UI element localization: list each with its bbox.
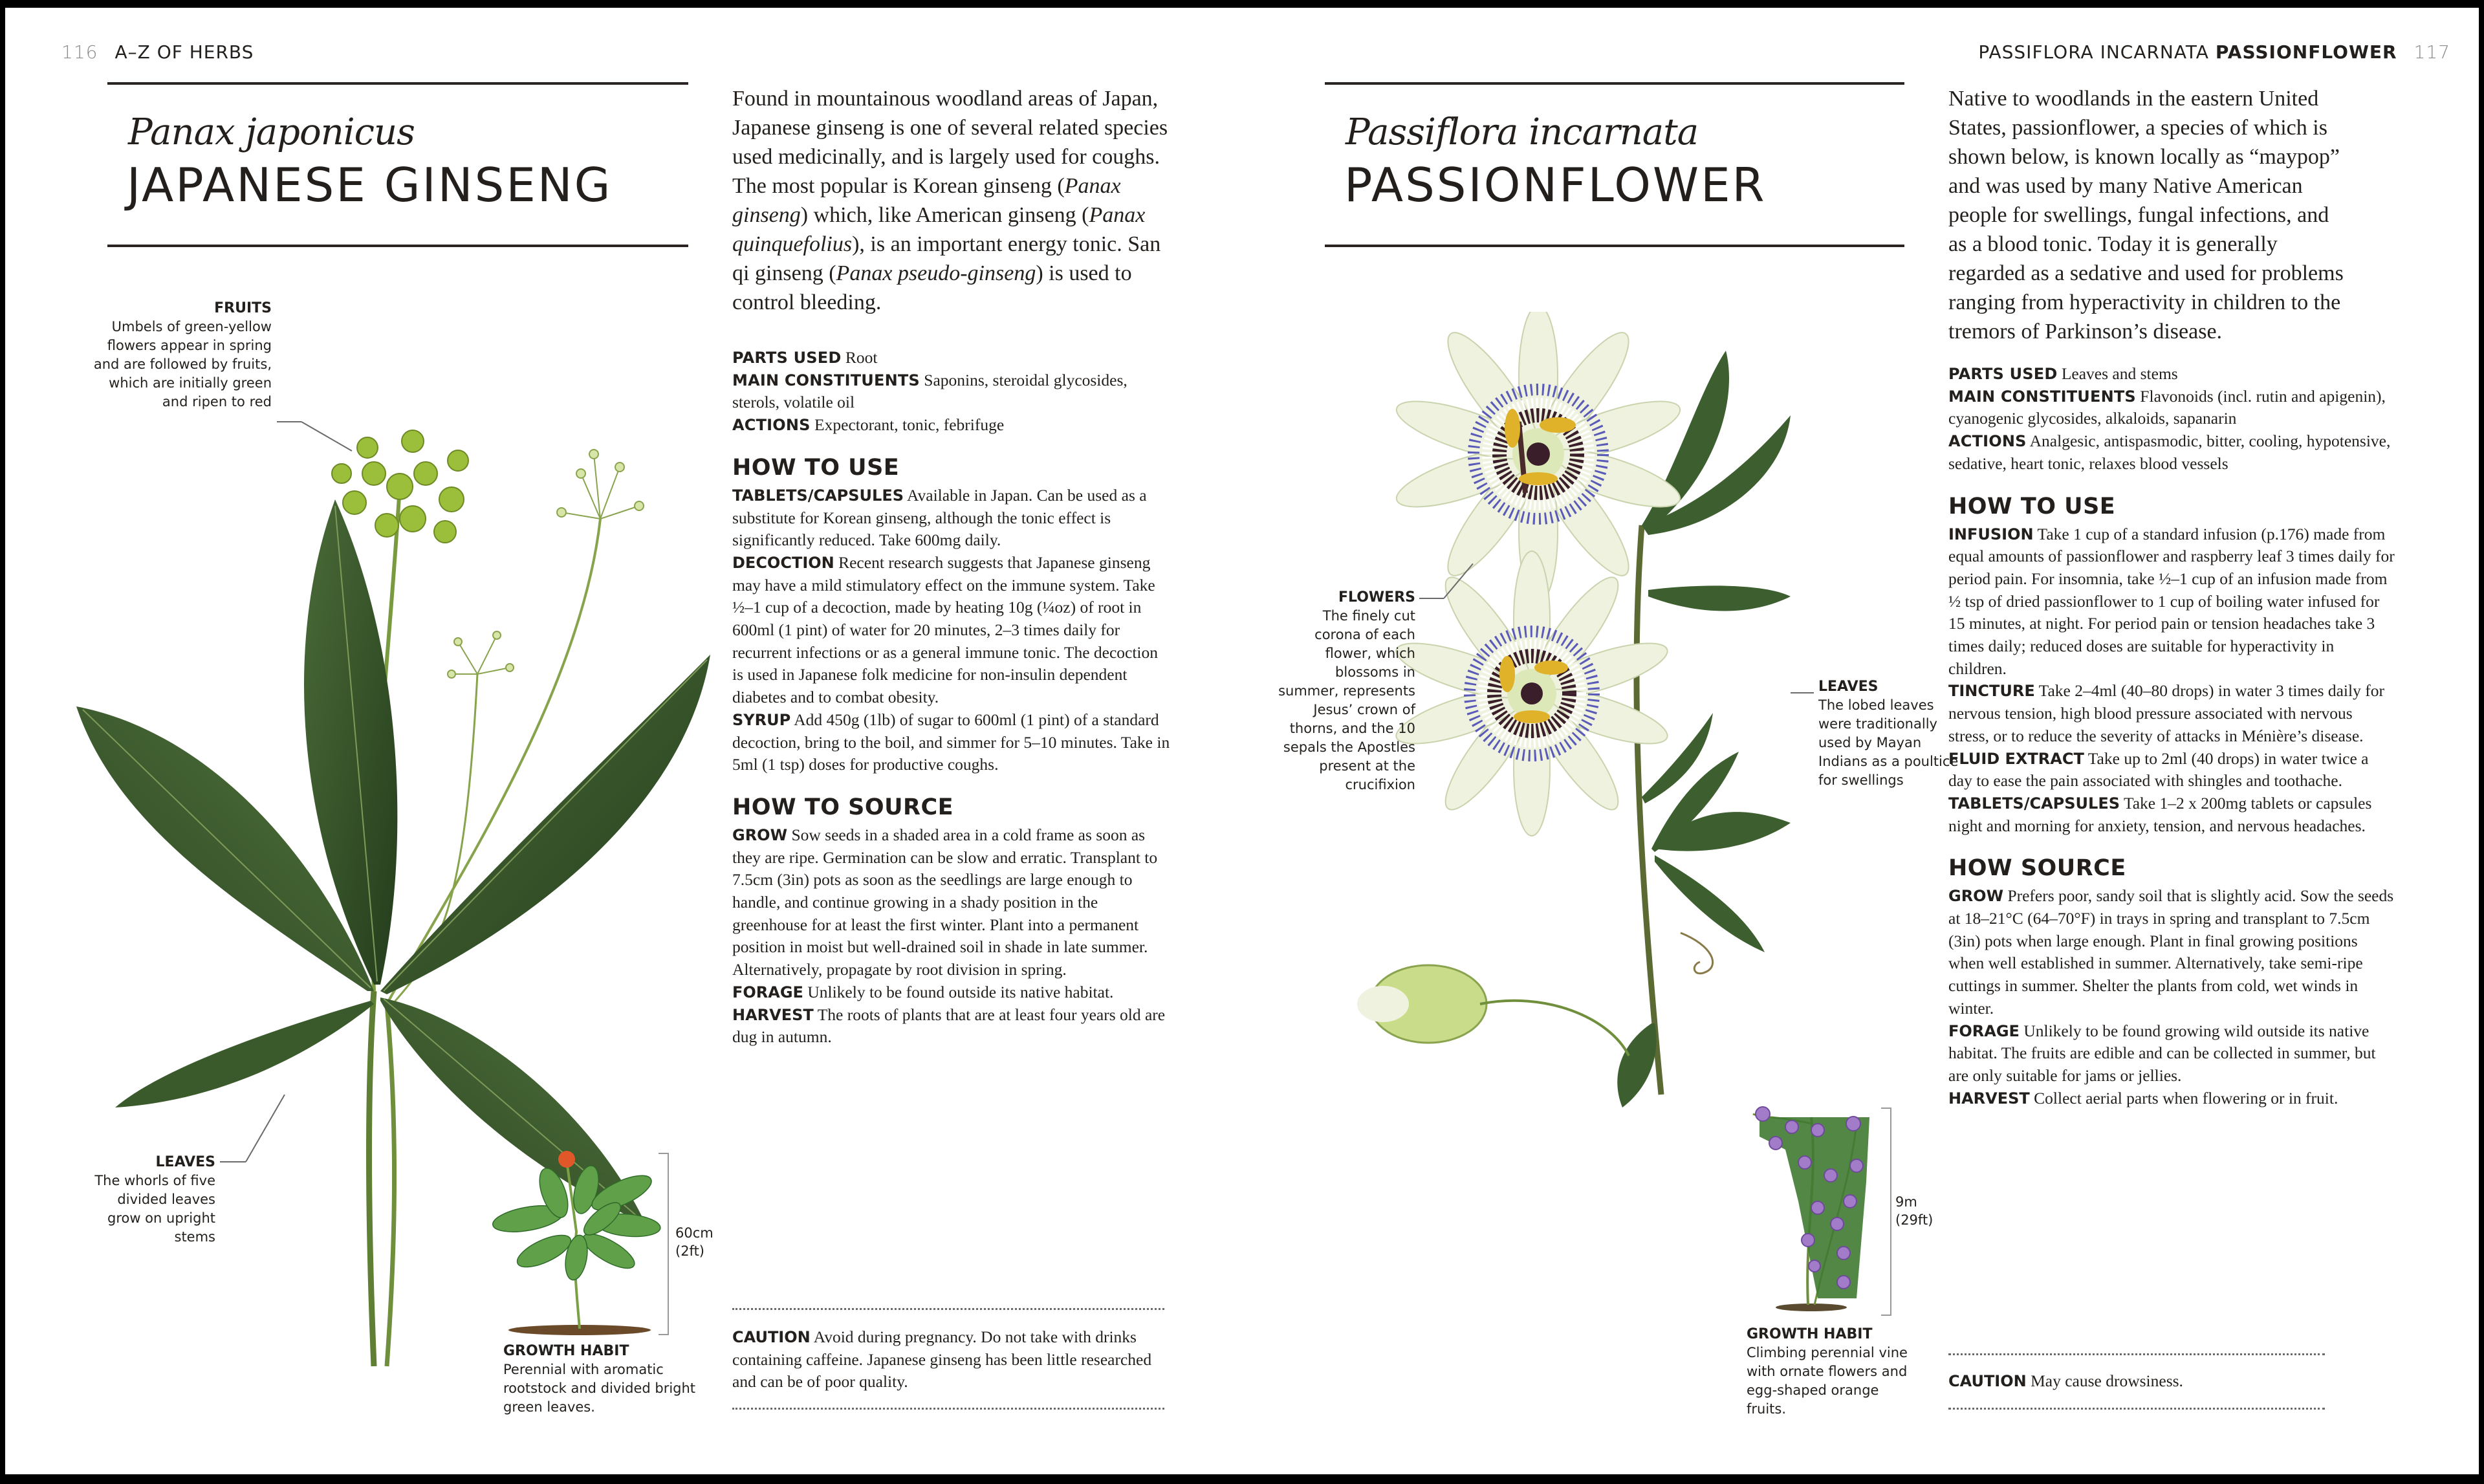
common-name-title-right: PASSIONFLOWER	[1344, 158, 1767, 212]
use-item-infusion: INFUSION Take 1 cup of a standard infusion (p.176) made from equal amounts of passionflower and raspberry leaf 3 times daily for period pain. For insomnia, take ½–1 cup of an infusion made from ½ tsp of dried passionflower to 1 cup of boiling water infused for 15 minutes, at night. For period pain or tension headaches take 3 times daily; reduced doses are suitable for hyperactivity in children.	[1948, 524, 2395, 678]
how-to-source-section	[732, 794, 1172, 1049]
running-head-section: A–Z OF HERBS	[114, 41, 254, 63]
property-main-constituents-right: MAIN CONSTITUENTS Flavonoids (incl. rutin and apigenin), cyanogenic glycosides, alkaloids, sapanarin	[1948, 386, 2386, 428]
flowers-leader-line	[1419, 598, 1444, 599]
property-parts-used: PARTS USED Root	[732, 348, 878, 367]
intro-paragraph	[732, 84, 1172, 317]
intro-text: ), is an important energy tonic. San qi ginseng (	[732, 232, 1161, 285]
growth-height-imperial-right: (29ft)	[1895, 1212, 1934, 1228]
growth-height-imperial: (2ft)	[675, 1243, 705, 1259]
intro-text: ) which, like American ginseng (	[800, 203, 1089, 227]
source-item-forage-right: FORAGE Unlikely to be found growing wild outside its native habitat. The fruits are edible and can be collected in summer, but are only suitable for jams or jellies.	[1948, 1021, 2376, 1085]
use-item-tablets: TABLETS/CAPSULES Available in Japan. Can be used as a substitute for Korean ginseng, although the tonic effect is significantly reduced. Take 600mg daily.	[732, 485, 1147, 550]
growth-habit-right-heading: GROWTH HABIT	[1747, 1326, 1873, 1342]
right-running-head	[1978, 41, 2450, 63]
title-rule-bottom	[107, 245, 688, 247]
annotation-leaves-right	[1818, 677, 1961, 790]
leaves-right-leader-line	[1791, 692, 1814, 693]
growth-height-metric: 60cm	[675, 1225, 714, 1241]
property-actions: ACTIONS Expectorant, tonic, febrifuge	[732, 415, 1005, 435]
growth-habit-illustration	[489, 1148, 664, 1335]
growth-habit-text: Perennial with aromatic rootstock and divided bright green leaves.	[503, 1362, 696, 1415]
source-item-grow: GROW Sow seeds in a shaded area in a cold frame as soon as they are ripe. Germination can be slow and erratic. Transplant to 7.5cm (3in) pots as soon as the seedlings are large enough to handle, and continue growing in a shady position in the greenhouse for at least the first winter. Plant into a permanent position in moist but well-drained soil in shade in late summer. Alternatively, propagate by root division in spring.	[732, 825, 1158, 979]
how-to-use-section-right	[1948, 494, 2395, 838]
caution-text: Avoid during pregnancy. Do not take with drinks containing caffeine. Japanese ginseng has been little researched and can be of poor quality.	[732, 1327, 1152, 1391]
source-item-harvest-right: HARVEST Collect aerial parts when flowering or in fruit.	[1948, 1088, 2338, 1108]
property-main-constituents: MAIN CONSTITUENTS Saponins, steroidal glycosides, sterols, volatile oil	[732, 370, 1128, 412]
running-head-species: PASSIFLORA INCARNATA	[1978, 41, 2209, 63]
title-rule-bottom-right	[1325, 245, 1904, 247]
right-text-column	[1948, 84, 2395, 1109]
species-name-right: Passiflora incarnata	[1346, 111, 1699, 153]
annotation-flowers	[1273, 588, 1415, 794]
how-to-source-section-right	[1948, 855, 2395, 1109]
how-to-source-heading-right: HOW SOURCE	[1948, 855, 2126, 882]
how-to-use-body	[732, 485, 1172, 776]
source-item-forage: FORAGE Unlikely to be found outside its native habitat.	[732, 982, 1114, 1001]
caution-divider-top	[732, 1308, 1164, 1310]
how-to-use-heading-right: HOW TO USE	[1948, 493, 2116, 519]
caution-divider-bottom	[732, 1408, 1164, 1410]
annotation-flowers-heading: FLOWERS	[1338, 589, 1415, 606]
caution-text-right: May cause drowsiness.	[2031, 1371, 2183, 1390]
annotation-leaves-right-text: The lobed leaves were traditionally used by Mayan Indians as a poultice for swellings	[1818, 697, 1959, 788]
growth-height-label-right	[1895, 1193, 1933, 1229]
intro-paragraph-right: Native to woodlands in the eastern United States, passionflower, a species of which is shown below, is known locally as “maypop” and was used by many Native American people for swellings, fungal infections, and as a blood tonic. Today it is generally regarded as a sedative and used for problems ranging from hyperactivity in children to the tremors of Parkinson’s disease.	[1948, 87, 2344, 344]
how-to-use-heading: HOW TO USE	[732, 454, 900, 481]
source-item-grow-right: GROW Prefers poor, sandy soil that is slightly acid. Sow the seeds at 18–21°C (64–70°F) in trays in spring and transplant to 7.5cm (3in) pots when large enough. Plant in final growing positions when well established in summer. Alternatively, take semi-ripe cuttings in summer. Shelter the plants from cold, wet winds in winter.	[1948, 886, 2394, 1018]
use-item-tablets-right: TABLETS/CAPSULES Take 1–2 x 200mg tablets or capsules night and morning for anxiety, tension, and nervous headaches.	[1948, 793, 2372, 835]
species-name: Panax japonicus	[128, 111, 415, 153]
annotation-leaves-heading: LEAVES	[155, 1154, 215, 1170]
properties-list	[732, 347, 1172, 437]
left-running-head	[61, 41, 254, 63]
running-head-common: PASSIONFLOWER	[2215, 41, 2397, 63]
page-number-right: 117	[2413, 41, 2450, 63]
how-to-source-heading: HOW TO SOURCE	[732, 794, 954, 820]
caution-divider-top-right	[1948, 1353, 2325, 1355]
annotation-leaves	[89, 1153, 215, 1247]
caution-label: CAUTION	[732, 1328, 811, 1346]
annotation-fruits-text: Umbels of green-yellow flowers appear in spring and are followed by fruits, which are initially green and ripen to red	[93, 319, 272, 409]
intro-text: ) is used to control bleeding.	[732, 261, 1132, 314]
intro-italic: Panax ginseng	[732, 174, 1121, 227]
annotation-leaves-right-heading: LEAVES	[1818, 679, 1879, 695]
fruits-leader-line	[277, 421, 301, 422]
book-spread	[5, 8, 2479, 1474]
annotation-growth-habit	[503, 1342, 697, 1417]
use-item-decoction: DECOCTION Recent research suggests that Japanese ginseng may have a mild stimulatory effect on the immune system. Take ½–1 cup of a decoction, made by heating 10g (¼oz) of root in 600ml (1 pint) of water for 20 minutes, 2–3 times daily for recurrent infections or as a general immune tonic. The decoction is used in Japanese folk medicine for non-insulin dependent diabetes and to combat obesity.	[732, 552, 1159, 707]
intro-italic: Panax pseudo-ginseng	[836, 261, 1036, 285]
annotation-growth-habit-right	[1747, 1325, 1921, 1419]
growth-habit-right-text: Climbing perennial vine with ornate flowers and egg-shaped orange fruits.	[1747, 1345, 1908, 1417]
how-to-source-body	[732, 824, 1172, 1049]
caution-box-right	[1948, 1370, 2375, 1393]
property-actions-right: ACTIONS Analgesic, antispasmodic, bitter, cooling, hypotensive, sedative, heart tonic, relaxes blood vessels	[1948, 431, 2391, 473]
height-bracket	[659, 1153, 669, 1335]
source-item-harvest: HARVEST The roots of plants that are at least four years old are dug in autumn.	[732, 1005, 1166, 1047]
title-rule-top-right	[1325, 82, 1904, 85]
height-bracket-right	[1881, 1108, 1891, 1316]
annotation-fruits-heading: FRUITS	[214, 300, 272, 316]
caution-box	[732, 1326, 1164, 1393]
growth-height-label	[675, 1224, 714, 1260]
annotation-fruits	[89, 299, 272, 411]
use-item-fluid-extract: FLUID EXTRACT Take up to 2ml (40 drops) in water twice a day to ease the pain associated with shingles and toothache.	[1948, 748, 2369, 791]
annotation-flowers-text: The finely cut corona of each flower, which blossoms in summer, represents Jesus’ crown of thorns, and the 10 sepals the Apostles present at the crucifixion	[1278, 608, 1415, 792]
caution-divider-bottom-right	[1948, 1408, 2325, 1410]
intro-text: Found in mountainous woodland areas of Japan, Japanese ginseng is one of several related species used medicinally, and is largely used for coughs. The most popular is Korean ginseng (	[732, 87, 1168, 198]
how-to-source-body-right	[1948, 885, 2395, 1109]
annotation-leaves-text: The whorls of five divided leaves grow on upright stems	[94, 1173, 215, 1245]
properties-list-right	[1948, 363, 2395, 475]
how-to-use-body-right	[1948, 523, 2395, 838]
title-rule-top	[107, 82, 688, 85]
use-item-tincture: TINCTURE Take 2–4ml (40–80 drops) in water 3 times daily for nervous tension, high blood pressure associated with nervous stress, or to reduce the severity of attacks in Ménière’s disease.	[1948, 681, 2384, 745]
how-to-use-section	[732, 455, 1172, 776]
page-number-left: 116	[61, 41, 98, 63]
leaves-leader-line	[220, 1161, 246, 1162]
growth-habit-vine-illustration	[1747, 1104, 1876, 1311]
left-text-column	[732, 84, 1172, 1049]
intro-italic: Panax quinquefolius	[732, 203, 1146, 256]
common-name-title: JAPANESE GINSENG	[127, 158, 613, 212]
growth-habit-heading: GROWTH HABIT	[503, 1343, 629, 1359]
growth-height-metric-right: 9m	[1895, 1194, 1917, 1210]
use-item-syrup: SYRUP Add 450g (1lb) of sugar to 600ml (1 pint) of a standard decoction, bring to the boil, and simmer for 5–10 minutes. Take in 5ml (1 tsp) doses for productive coughs.	[732, 710, 1170, 774]
caution-label-right: CAUTION	[1948, 1372, 2027, 1390]
property-parts-used-right: PARTS USED Leaves and stems	[1948, 364, 2178, 383]
